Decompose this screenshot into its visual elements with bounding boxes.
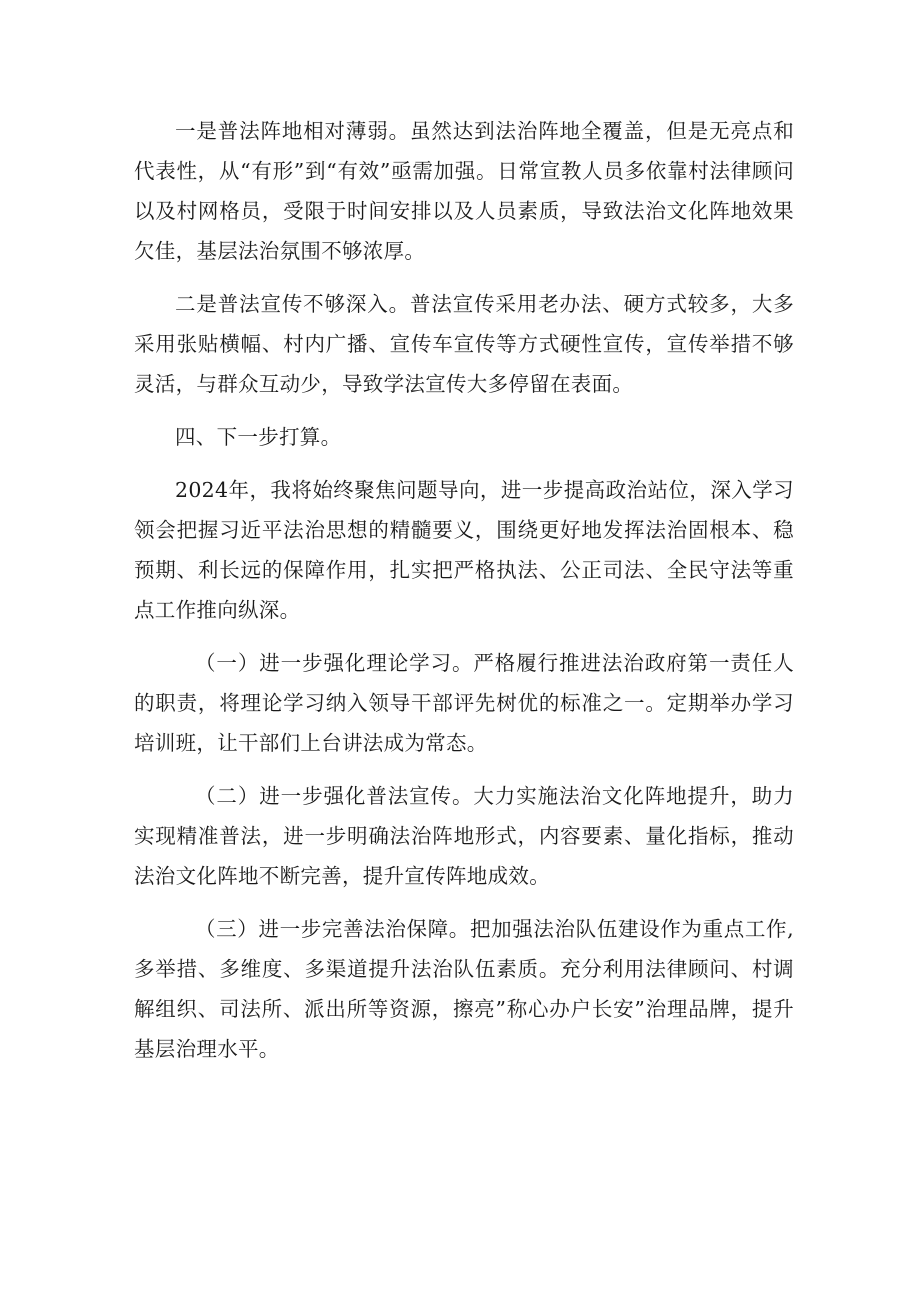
paragraph-shallow-publicity: 二是普法宣传不够深入。普法宣传采用老办法、硬方式较多，大多采用张贴横幅、村内广播、宣传车宣传等方式硬性宣传，宣传举措不够灵活，与群众互动少，导致学法宣传大多停留在表面。 [134, 292, 794, 396]
paragraph-2024-plan: 2024年，我将始终聚焦问题导向，进一步提高政治站位，深入学习领会把握习近平法治思想的精髓要义，围绕更好地发挥法治固根本、稳预期、利长远的保障作用，扎实把严格执法、公正司法、全民守法等重点工作推向纵深。 [134, 478, 794, 622]
paragraph-theory-study: （一）进一步强化理论学习。严格履行推进法治政府第一责任人的职责，将理论学习纳入领导干部评先树优的标准之一。定期举办学习培训班，让干部们上台讲法成为常态。 [134, 651, 794, 755]
paragraph-weak-positions: 一是普法阵地相对薄弱。虽然达到法治阵地全覆盖，但是无亮点和代表性，从“有形”到“有效”亟需加强。日常宣教人员多依靠村法律顾问以及村网格员，受限于时间安排以及人员素质，导致法治文化阵地效果欠佳，基层法治氛围不够浓厚。 [134, 119, 794, 263]
document-body [134, 111, 794, 1082]
paragraph-legal-publicity: （二）进一步强化普法宣传。大力实施法治文化阵地提升，助力实现精准普法，进一步明确法治阵地形式，内容要素、量化指标，推动法治文化阵地不断完善，提升宣传阵地成效。 [134, 784, 794, 888]
section-heading-next-steps: 四、下一步打算。 [175, 425, 342, 449]
paragraph-legal-guarantee: （三）进一步完善法治保障。把加强法治队伍建设作为重点工作, 多举措、多维度、多渠道提升法治队伍素质。充分利用法律顾问、村调解组织、司法所、派出所等资源，擦亮”称心办户长安”治理品牌，提升基层治理水平。 [134, 917, 794, 1061]
